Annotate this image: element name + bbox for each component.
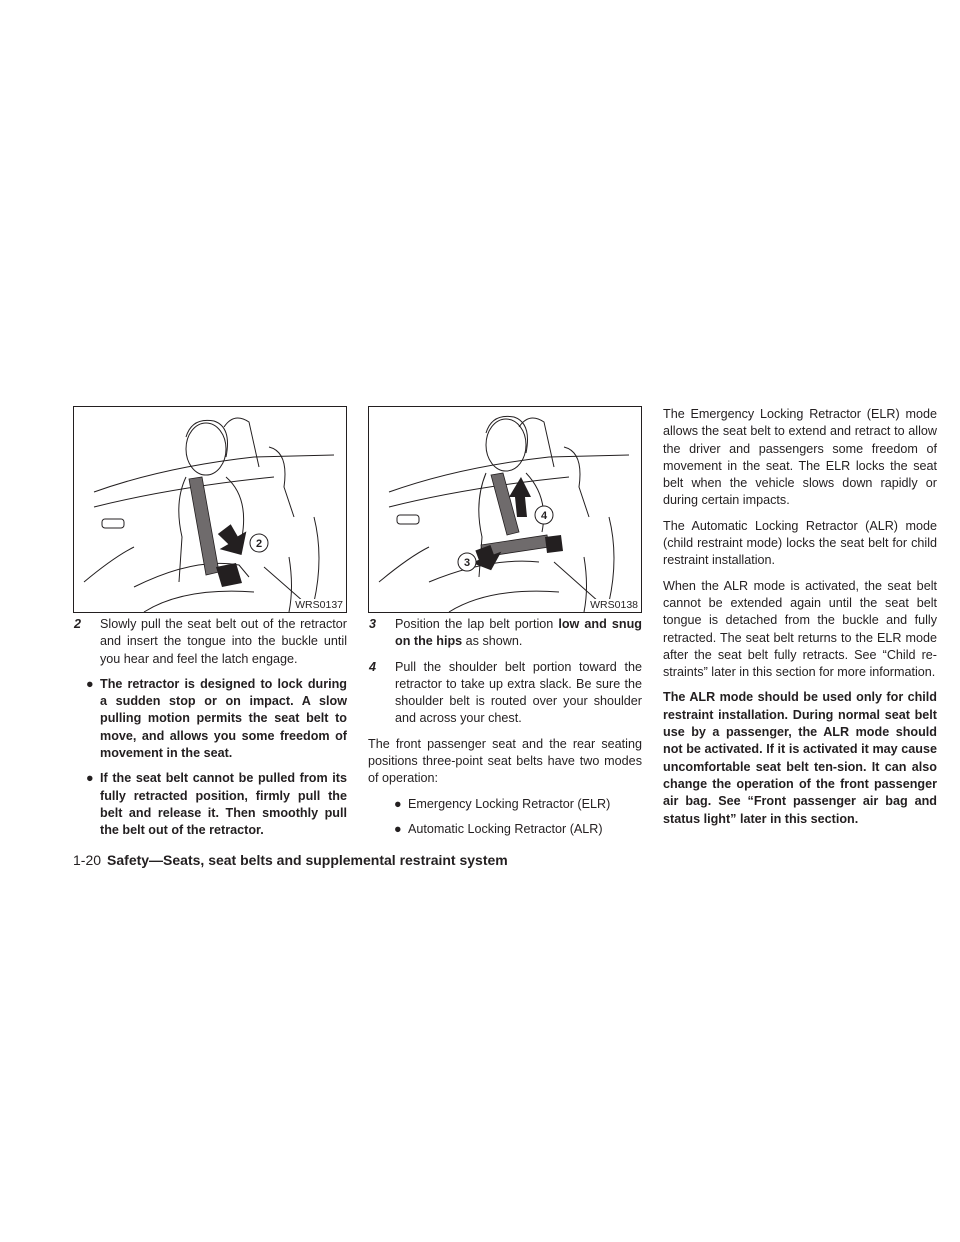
page-number: 1-20 — [73, 852, 102, 868]
bullet-icon: ● — [86, 771, 94, 786]
bullet-icon: ● — [394, 796, 402, 811]
page-footer — [73, 851, 508, 869]
list-item — [368, 821, 642, 838]
list-item — [368, 796, 642, 813]
column-2 — [368, 406, 642, 846]
bullet-icon: ● — [394, 821, 402, 836]
step-3 — [368, 616, 642, 651]
step-text: as shown. — [462, 634, 523, 649]
paragraph: When the ALR mode is activated, the seat belt cannot be extended again until the seat belt tongue is detached from the buckle and fully retracted. The seat belt returns to the ELR mode after the seat belt fully retracts. See “Child re-straints” later in this section for more information. — [663, 578, 937, 680]
list-text: Automatic Locking Retractor (ALR) — [408, 821, 603, 836]
step-number: 4 — [369, 659, 377, 674]
step-2 — [73, 616, 347, 668]
figure-code: WRS0137 — [292, 599, 343, 611]
paragraph: The Emergency Locking Retractor (ELR) mode allows the seat belt to extend and retract to allow the driver and passengers some freedom of movement in the seat. The ELR locks the seat belt when the vehicle slows down rapidly or during certain impacts. — [663, 407, 937, 508]
step-text: Position the lap belt portion — [395, 617, 559, 631]
bullet-text: The retractor is designed to lock during a sudden stop or on impact. A slow pulling motion permits the seat belt to move, and allows you some freedom of movement in the seat. — [100, 676, 347, 761]
callout-4-label: 4 — [540, 510, 548, 522]
lap-belt-illustration — [369, 407, 642, 613]
list-text: Emergency Locking Retractor (ELR) — [408, 796, 611, 811]
step-number: 2 — [74, 617, 82, 631]
figure-seat-belt-insert — [73, 406, 347, 613]
step-number: 3 — [369, 617, 377, 631]
bullet-icon: ● — [86, 676, 94, 691]
column-3 — [663, 406, 937, 836]
seat-belt-illustration — [74, 407, 347, 613]
callout-2-label: 2 — [255, 538, 263, 550]
bullet-item — [73, 770, 347, 839]
bullet-item — [73, 676, 347, 762]
modes-intro: The front passenger seat and the rear seating positions three-point seat belts have two modes of operation: — [368, 736, 642, 786]
column-1 — [73, 406, 347, 848]
section-title: Safety—Seats, seat belts and supplemental restraint system — [107, 852, 508, 868]
step-4 — [368, 659, 642, 728]
step-text: Pull the shoulder belt portion toward the retractor to take up extra slack. Be sure the shoulder belt is routed over your shoulder and across your chest. — [395, 659, 642, 726]
callout-3-label: 3 — [463, 557, 471, 569]
figure-lap-belt — [368, 406, 642, 613]
warning-paragraph: The ALR mode should be used only for child restraint installation. During normal seat belt use by a passenger, the ALR mode should not be activated. If it is activated it may cause uncomfortable seat belt ten-sion. It can also change the operation of the front passenger air bag. See “Front passenger air bag and status light” later in this section. — [663, 690, 937, 826]
figure-code: WRS0138 — [587, 599, 638, 611]
paragraph: The Automatic Locking Retractor (ALR) mode (child restraint mode) locks the seat belt for child restraint installation. — [663, 518, 937, 568]
step-text: Slowly pull the seat belt out of the retractor and insert the tongue into the buckle until you hear and feel the latch engage. — [100, 617, 347, 666]
bullet-text: If the seat belt cannot be pulled from its fully retracted position, firmly pull the belt and release it. Then smoothly pull the belt out of the retractor. — [100, 771, 347, 838]
step-text-bold: low and snug on the hips — [395, 617, 642, 649]
